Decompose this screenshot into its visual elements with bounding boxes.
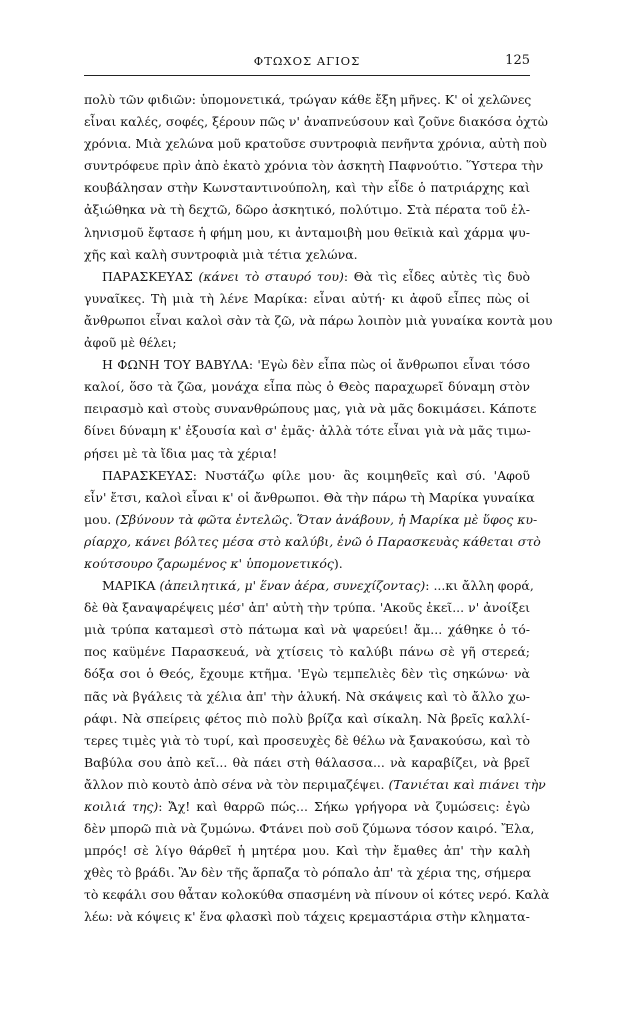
text-run: : ...κι ἄλλη φορά, — [425, 578, 534, 594]
body-text — [84, 89, 553, 929]
text-run: τερες τιμὲς γιὰ τὸ τυρί, καὶ προσευχὲς δὲ θέλω νὰ ξανακούσω, καὶ τὸ — [84, 732, 530, 748]
text-run: γυναῖκες. Τὴ μιὰ τὴ λένε Μαρίκα: εἶναι αὐτή· κι ἀφοῦ εἶπες πὼς οἱ — [84, 290, 530, 306]
text-run: μιὰ τρύπα καταμεσὶ στὸ πάτωμα καὶ νὰ ψαρεύει! ἄμ... χάθηκε ὁ τό- — [84, 622, 530, 638]
paragraph — [84, 575, 550, 929]
text-line — [84, 310, 553, 332]
text-run: πᾶς νὰ βγάλεις τὰ χέλια ἀπ' τὴν ἁλυκή. Νὰ σκάψεις καὶ τὸ ἄλλο χω- — [84, 688, 530, 704]
text-run: κουβάλησαν στὴν Κωνσταντινούπολη, καὶ τὴν εἶδε ὁ πατριάρχης καὶ — [84, 180, 530, 196]
text-line — [84, 376, 530, 398]
text-run: ληνισμοῦ ἔφτασε ἡ φήμη μου, κι ἀνταμοιβὴ μου θεϊκιὰ καὶ χάρμα ψυ- — [84, 224, 530, 240]
text-line — [84, 487, 535, 509]
text-run: : Ἄχ! καὶ θαρρῶ πώς... Σήκω γρήγορα νὰ ζυμώσεις: ἐγὼ — [158, 799, 530, 814]
text-run: ρήσει μὲ τὰ ἴδια μας τὰ χέρια! — [84, 445, 278, 461]
text-run: ΠΑΡΑΣΚΕΥΑΣ: Νυστάζω φίλε μου· ἂς κοιμηθεῖς καὶ σύ. 'Αφοῦ — [102, 467, 530, 483]
text-run: Βαβύλα σου ἀπὸ κεῖ... θὰ πάει στὴ θάλασσα... νὰ καραβίζει, νὰ βρεῖ — [84, 754, 530, 770]
text-run: πολὺ τῶν φιδιῶν: ὑπομονετικά, τρώγαν κάθε ἔξη μῆνες. Κ' οἱ χελῶνες — [84, 92, 532, 107]
header-rule — [84, 75, 530, 76]
text-run: ἄνθρωποι εἶναι καλοὶ σὰν τὰ ζῶ, νὰ πάρω λοιπὸν μιὰ γυναίκα κοντὰ μου — [84, 312, 553, 328]
text-line — [84, 752, 530, 774]
text-line — [84, 553, 530, 575]
text-run: ΠΑΡΑΣΚΕΥΑΣ — [102, 268, 199, 284]
paragraph — [84, 89, 548, 266]
text-line — [84, 730, 530, 752]
text-line — [84, 199, 530, 221]
text-line — [84, 619, 530, 641]
text-line — [84, 155, 544, 177]
text-line — [84, 443, 530, 465]
text-line — [84, 906, 530, 928]
text-line — [84, 89, 530, 111]
text-run: μου. — [84, 511, 116, 527]
text-run: χρόνια. Μιὰ χελώνα μοῦ κρατοῦσε συντροφιὰ πενῆντα χρόνια, αὐτὴ ποὺ — [84, 136, 547, 152]
text-line — [84, 796, 530, 818]
text-line — [84, 465, 530, 487]
text-run: εἶναι καλές, σοφές, ξέρουν πῶς ν' ἀναπνεύσουν καὶ ζοῦνε διακόσα ὀχτὼ — [84, 114, 548, 130]
text-line — [84, 354, 530, 376]
text-run: λέω: νὰ κόψεις κ' ἕνα φλασκὶ ποὺ τάχεις κρεμαστάρια στὴν κληματα- — [84, 909, 530, 925]
text-line — [84, 575, 534, 597]
text-line — [84, 133, 547, 155]
text-run: καλοί, ὅσο τὰ ζῶα, μονάχα εἶπα πὼς ὁ Θεὸς παραχωρεῖ δύναμη στὸν — [84, 379, 530, 395]
text-line — [84, 509, 538, 531]
text-run: ΜΑΡΙΚΑ — [102, 578, 160, 594]
stage-direction: (Σβύνουν τὰ φῶτα ἐντελῶς. Ὅταν ἀνάβουν, ἡ Μαρίκα μὲ ὕφος κυ- — [115, 511, 538, 527]
text-run: Η ΦΩΝΗ ΤΟΥ ΒΑΒΥΛΑ: 'Εγὼ δὲν εἶπα πὼς οἱ ἄνθρωποι εἶναι τόσο — [102, 357, 530, 373]
text-run: δόξα σοι ὁ Θεός, ἔχουμε κτῆμα. 'Εγὼ τεμπελιὲς δὲν τὶς σηκώνω· νὰ — [84, 666, 530, 682]
text-line — [84, 266, 530, 288]
text-line — [84, 222, 530, 244]
text-line — [84, 177, 530, 199]
text-line — [84, 641, 530, 663]
page-number: 125 — [505, 53, 530, 68]
text-run: χῆς καὶ καλὴ συντροφιὰ μιὰ τέτια χελώνα. — [84, 246, 358, 262]
text-run: : Θὰ τὶς εἶδες αὐτὲς τὶς δυὸ — [343, 268, 530, 284]
text-line — [84, 840, 530, 862]
stage-direction: ρίαρχο, κάνει βόλτες μέσα στὸ καλύβι, ἐνῶ ὁ Παρασκευὰς κάθεται στὸ — [84, 533, 541, 549]
text-run: δὲν μπορῶ πιὰ νὰ ζυμώνω. Φτάνει ποὺ σοῦ ζύμωνα τόσον καιρό. Ἔλα, — [84, 821, 535, 837]
paragraph — [84, 266, 553, 354]
text-run: ράφι. Νὰ σπείρεις φέτος πιὸ πολὺ βρίζα καὶ σίκαλη. Νὰ βρεῖς καλλί- — [84, 710, 530, 726]
stage-direction: κούτσουρο ζαρωμένος κ' ὑπομονετικός — [84, 555, 334, 571]
text-line — [84, 420, 530, 442]
text-run: μπρός! σὲ λίγο θάρθεῖ ἡ μητέρα μου. Καὶ τὴν ἔμαθες ἀπ' τὴν καλὴ — [84, 843, 530, 859]
stage-direction: (ἀπειλητικά, μ' ἕναν ἀέρα, συνεχίζοντας) — [159, 578, 426, 594]
text-line — [84, 597, 530, 619]
text-line — [84, 663, 530, 685]
text-run: ἄλλον πιὸ κουτὸ ἀπὸ σένα νὰ τὸν περιμαζέψει. — [84, 776, 389, 792]
paragraph — [84, 354, 537, 464]
paragraph — [84, 465, 541, 575]
stage-direction: κοιλιά της) — [84, 799, 159, 814]
text-line — [84, 244, 530, 266]
text-run: πειρασμὸ καὶ στοὺς συνανθρώπους μας, γιὰ νὰ μᾶς δοκιμάσει. Κάποτε — [84, 401, 537, 417]
text-run: ). — [333, 555, 343, 571]
text-run: δίνει δύναμη κ' ἐξουσία καὶ σ' ἐμᾶς· ἀλλὰ τότε εἶναι γιὰ νὰ μᾶς τιμω- — [84, 423, 531, 439]
running-title: ΦΤΩΧΟΣ ΑΓΙΟΣ — [253, 54, 361, 68]
text-run: πος καϋμένε Παρασκευά, νὰ χτίσεις τὸ καλύβι πάνω σὲ γῆ στερεά; — [84, 644, 530, 660]
text-line — [84, 862, 530, 884]
text-run: τὸ κεφάλι σου θἆταν κολοκύθα σπασμένη νὰ πίνουν οἱ κότες νερό. Καλὰ — [84, 887, 550, 903]
text-line — [84, 708, 530, 730]
text-line — [84, 774, 546, 796]
stage-direction: (Τανιέται καὶ πιάνει τὴν — [388, 776, 546, 792]
text-line — [84, 111, 548, 133]
text-run: δὲ θὰ ξαναψαρέψεις μέσ' ἀπ' αὐτὴ τὴν τρύπα. 'Ακοῦς ἐκεῖ... ν' ἀνοίξει — [84, 600, 530, 616]
text-line — [84, 884, 550, 906]
stage-direction: (κάνει τὸ σταυρό του) — [198, 268, 344, 284]
text-run: ἀφοῦ μὲ θέλει; — [84, 335, 177, 351]
text-line — [84, 288, 530, 310]
text-line — [84, 398, 537, 420]
text-run: συντρόφευε πρὶν ἀπὸ ἑκατὸ χρόνια τὸν ἀσκητὴ Παφνούτιο. Ὕστερα τὴν — [84, 158, 544, 174]
text-line — [84, 531, 541, 553]
text-run: χθὲς τὸ βράδι. Ἂν δὲν τῆς ἅρπαζα τὸ ρόπαλο ἀπ' τὰ χέρια της, σήμερα — [84, 865, 532, 881]
text-line — [84, 686, 530, 708]
text-line — [84, 818, 535, 840]
text-run: ἀξιώθηκα νὰ τὴ δεχτῶ, δῶρο ἀσκητικό, πολύτιμο. Στὰ πέρατα τοῦ ἑλ- — [84, 202, 530, 218]
text-line — [84, 332, 530, 354]
text-run: εἶν' ἔτσι, καλοὶ εἶναι κ' οἱ ἄνθρωποι. Θὰ τὴν πάρω τὴ Μαρίκα γυναίκα — [84, 489, 535, 505]
